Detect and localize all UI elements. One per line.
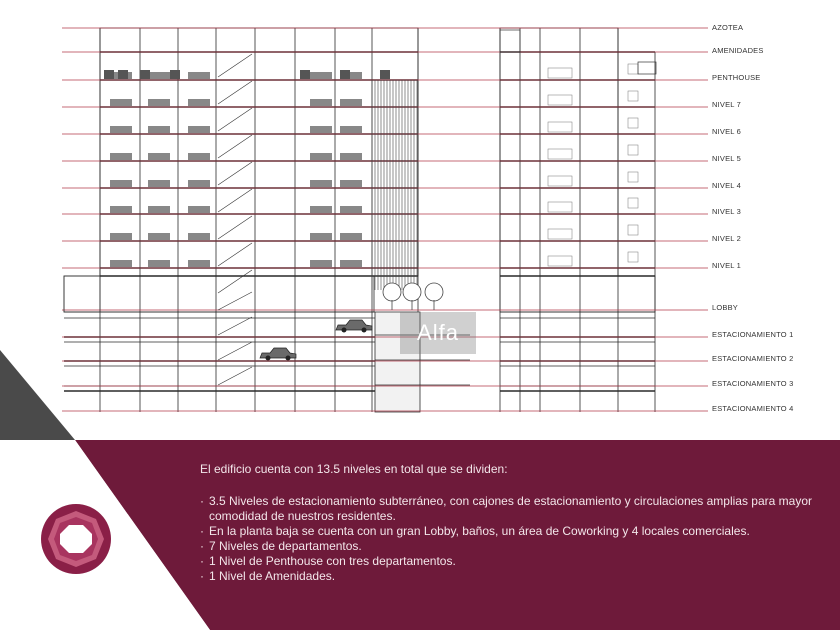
amenity-furniture — [340, 70, 350, 79]
level-label-penthouse: PENTHOUSE — [712, 73, 761, 82]
furniture — [188, 153, 210, 160]
furniture — [188, 206, 210, 213]
roof-window — [638, 62, 656, 74]
amenity-furniture — [118, 70, 128, 79]
gray-triangle-decoration — [0, 350, 80, 450]
right-podium-outline — [500, 276, 655, 312]
roof-box — [500, 30, 520, 52]
furniture — [110, 126, 132, 133]
level-label-estacionamiento-3: ESTACIONAMIENTO 3 — [712, 379, 794, 388]
stair-flight — [218, 342, 252, 360]
level-label-lobby: LOBBY — [712, 303, 739, 312]
car-wheel — [286, 356, 291, 361]
description-intro: El edificio cuenta con 13.5 niveles en total que se dividen: — [200, 462, 508, 476]
window — [628, 198, 638, 208]
level-label-estacionamiento-1: ESTACIONAMIENTO 1 — [712, 330, 794, 339]
level-label-nivel-2: NIVEL 2 — [712, 234, 742, 243]
tree-icon — [425, 283, 443, 301]
furniture — [148, 180, 170, 187]
furniture — [110, 180, 132, 187]
furniture — [148, 126, 170, 133]
furniture — [188, 72, 210, 79]
lobby-annex — [64, 276, 100, 312]
furniture — [148, 99, 170, 106]
furniture — [148, 260, 170, 267]
furniture — [310, 206, 332, 213]
furniture — [188, 233, 210, 240]
car-wheel — [266, 356, 271, 361]
furniture — [148, 206, 170, 213]
furniture — [188, 126, 210, 133]
level-label-nivel-4: NIVEL 4 — [712, 181, 742, 190]
description-item: · 1 Nivel de Penthouse con tres departamentos. — [200, 554, 820, 569]
furniture — [310, 180, 332, 187]
furniture — [340, 99, 362, 106]
amenity-furniture — [300, 70, 310, 79]
level-label-nivel-3: NIVEL 3 — [712, 207, 742, 216]
window — [548, 95, 572, 105]
stair-flight — [218, 162, 252, 185]
description-item: · 1 Nivel de Amenidades. — [200, 569, 820, 584]
furniture — [310, 260, 332, 267]
stair-flight — [218, 216, 252, 239]
watermark-logo: Alfa — [400, 312, 476, 354]
furniture — [340, 206, 362, 213]
furniture — [340, 180, 362, 187]
window — [628, 118, 638, 128]
amenity-furniture — [170, 70, 180, 79]
stair-flight — [218, 108, 252, 131]
level-label-nivel-5: NIVEL 5 — [712, 154, 742, 163]
stair-flight — [218, 367, 252, 385]
description-list — [200, 494, 820, 584]
amenity-furniture — [380, 70, 390, 79]
furniture — [310, 99, 332, 106]
brand-logo-icon — [40, 503, 112, 575]
car-icon — [336, 320, 372, 330]
window — [628, 145, 638, 155]
window — [628, 225, 638, 235]
level-label-estacionamiento-2: ESTACIONAMIENTO 2 — [712, 354, 794, 363]
level-label-nivel-1: NIVEL 1 — [712, 261, 742, 270]
window — [628, 252, 638, 262]
furniture — [110, 206, 132, 213]
description-item: · En la planta baja se cuenta con un gran Lobby, baños, un área de Coworking y 4 locales comerciales. — [200, 524, 820, 539]
furniture — [110, 233, 132, 240]
window — [548, 176, 572, 186]
window — [548, 229, 572, 239]
furniture — [340, 233, 362, 240]
furniture — [188, 260, 210, 267]
furniture — [340, 260, 362, 267]
amenity-furniture — [140, 70, 150, 79]
stair-flight — [218, 292, 252, 310]
window — [628, 91, 638, 101]
description-item: · 3.5 Niveles de estacionamiento subterráneo, con cajones de estacionamiento y circulaciones amplias para mayor comodidad de nuestros residentes. — [200, 494, 820, 524]
window — [548, 202, 572, 212]
furniture — [110, 153, 132, 160]
car-wheel — [362, 328, 367, 333]
furniture — [188, 99, 210, 106]
level-label-nivel-7: NIVEL 7 — [712, 100, 742, 109]
car-icon — [260, 348, 296, 358]
stair-flight — [218, 81, 252, 104]
furniture — [310, 72, 332, 79]
podium-outline — [64, 276, 374, 312]
furniture — [148, 233, 170, 240]
furniture — [340, 153, 362, 160]
main-tower-outline — [100, 28, 418, 276]
level-label-amenidades: AMENIDADES — [712, 46, 764, 55]
tree-icon — [383, 283, 401, 301]
furniture — [310, 153, 332, 160]
furniture — [310, 233, 332, 240]
window — [548, 256, 572, 266]
building-structure — [64, 28, 655, 412]
stair-flight — [218, 189, 252, 212]
window — [628, 172, 638, 182]
stair-flight — [218, 243, 252, 266]
stair-flight — [218, 54, 252, 77]
building-description — [200, 462, 820, 584]
window — [548, 122, 572, 132]
level-label-azotea: AZOTEA — [712, 23, 744, 32]
furniture — [310, 126, 332, 133]
car-wheel — [342, 328, 347, 333]
stair-flight — [218, 317, 252, 335]
level-label-estacionamiento-4: ESTACIONAMIENTO 4 — [712, 404, 794, 413]
furniture — [110, 260, 132, 267]
furniture — [148, 153, 170, 160]
amenity-furniture — [104, 70, 114, 79]
furniture — [148, 72, 170, 79]
window — [548, 149, 572, 159]
window — [548, 68, 572, 78]
description-item: · 7 Niveles de departamentos. — [200, 539, 820, 554]
furniture — [188, 180, 210, 187]
furniture — [340, 126, 362, 133]
stair-flight — [218, 135, 252, 158]
level-label-nivel-6: NIVEL 6 — [712, 127, 742, 136]
furniture — [110, 99, 132, 106]
window — [628, 64, 638, 74]
building-details — [64, 30, 656, 385]
stair-flight — [218, 270, 252, 293]
tree-icon — [403, 283, 421, 301]
